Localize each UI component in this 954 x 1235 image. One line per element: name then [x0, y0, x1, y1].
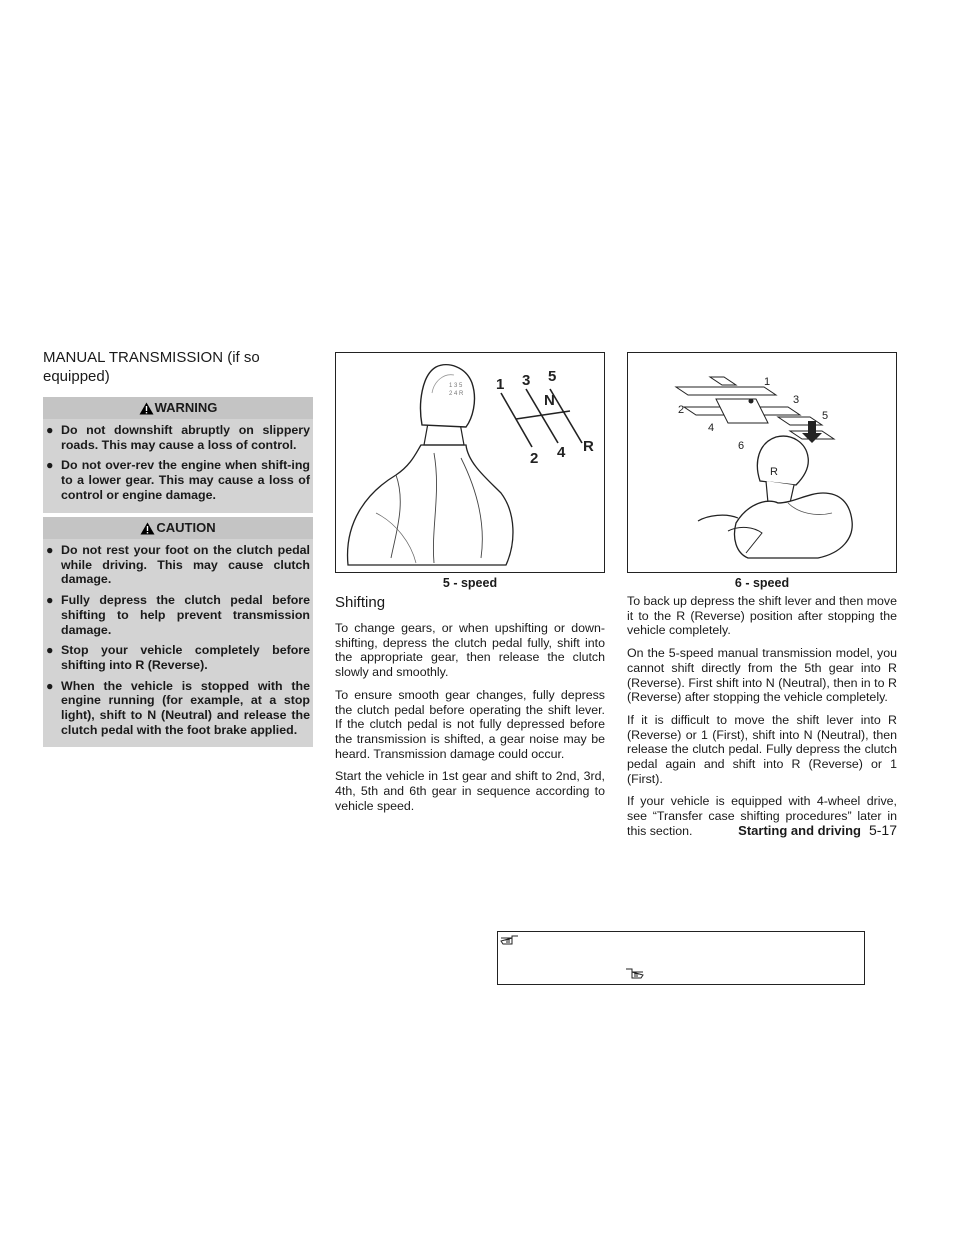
warning-list: [43, 419, 310, 503]
page-number: 5-17: [868, 822, 897, 838]
paragraph: To back up depress the shift lever and then move it to the R (Reverse) position after stopping the vehicle completely.: [627, 594, 897, 638]
bullet-icon: ●: [46, 643, 54, 658]
five-speed-shifter-illustration: [336, 353, 604, 572]
navigation-box: [497, 931, 865, 985]
five-speed-figure: [335, 352, 605, 573]
pointing-hand-icon[interactable]: [500, 934, 520, 946]
warning-label: WARNING: [154, 400, 218, 415]
five-speed-caption: 5 - speed: [442, 576, 498, 590]
list-item: [43, 458, 310, 502]
gear-label-r: R: [583, 438, 594, 455]
bullet-icon: ●: [46, 678, 54, 693]
warning-header: [43, 397, 313, 419]
gear-label-2: 2: [678, 404, 685, 416]
warning-item-text: Do not over-rev the engine when shift-ing to a lower gear. This may cause a loss of control or engine damage.: [61, 458, 310, 502]
paragraph: If your vehicle is equipped with 4-wheel drive, see “Transfer case shifting procedures” later in this section.: [627, 794, 897, 838]
list-item: [43, 643, 310, 672]
paragraph: On the 5-speed manual transmission model, you cannot shift directly from the 5th gear into R (Reverse). First shift into N (Neutral), then in to R (Reverse) after stopping the vehicle completely.: [627, 646, 897, 705]
gear-label-n: N: [544, 392, 555, 409]
caution-item-text: Do not rest your foot on the clutch pedal while driving. This may cause clutch damage.: [61, 543, 310, 587]
caution-item-text: Stop your vehicle completely before shifting into R (Reverse).: [61, 643, 310, 672]
shifting-heading: Shifting: [335, 594, 386, 611]
footer-section-title: Starting and driving: [738, 823, 861, 838]
paragraph: If it is difficult to move the shift lever into R (Reverse) or 1 (First), shift into N (Neutral), then release the clutch pedal. Fully depress the clutch pedal again and shift into R (Reverse) or 1 (First).: [627, 712, 897, 786]
reverse-instructions: [627, 594, 897, 847]
bullet-icon: ●: [46, 543, 54, 557]
gear-label-2: 2: [530, 450, 539, 467]
warning-triangle-icon: [140, 522, 155, 535]
gear-label-1: 1: [496, 376, 505, 393]
list-item: [43, 593, 310, 637]
warning-box: [43, 397, 313, 513]
gear-label-4: 4: [557, 444, 566, 461]
gear-label-4: 4: [708, 422, 715, 434]
page-footer: [627, 822, 897, 838]
shifting-body: [335, 621, 605, 821]
caution-list: [43, 539, 310, 737]
paragraph: Start the vehicle in 1st gear and shift to 2nd, 3rd, 4th, 5th and 6th gear in sequence according to vehicle speed.: [335, 769, 605, 813]
list-item: [43, 423, 310, 452]
bullet-icon: ●: [46, 593, 54, 608]
gear-label-6: 6: [738, 440, 745, 452]
caution-item-text: Fully depress the clutch pedal before shifting to help prevent transmission damage.: [61, 593, 310, 637]
warning-item-text: Do not downshift abruptly on slippery roads. This may cause a loss of control.: [61, 423, 310, 452]
section-title: MANUAL TRANSMISSION (if so equipped): [43, 349, 260, 385]
list-item: [43, 543, 310, 587]
list-item: [43, 679, 310, 738]
caution-header: [43, 517, 313, 539]
bullet-icon: ●: [46, 423, 54, 437]
gear-label-3: 3: [793, 394, 800, 406]
six-speed-caption: 6 - speed: [734, 576, 790, 590]
paragraph: To ensure smooth gear changes, fully depress the clutch pedal before operating the shift lever. If the clutch pedal is not fully depressed before the transmission is shifted, a gear noise may be heard. Transmission damage could occur.: [335, 687, 605, 761]
pointing-hand-left-icon[interactable]: [624, 967, 644, 979]
caution-label: CAUTION: [156, 520, 216, 535]
gear-label-5: 5: [548, 368, 557, 385]
gear-label-5: 5: [822, 410, 829, 422]
caution-item-text: When the vehicle is stopped with the engine running (for example, at a stop light), shift to N (Neutral) and release the clutch pedal with the foot brake applied.: [61, 678, 310, 737]
caution-box: [43, 517, 313, 747]
svg-text:1 3 5: 1 3 5: [449, 383, 463, 389]
gear-label-r: R: [770, 466, 778, 478]
gear-label-3: 3: [522, 372, 531, 389]
warning-triangle-icon: [139, 402, 154, 415]
paragraph: To change gears, or when upshifting or down-shifting, depress the clutch pedal fully, shift into the appropriate gear, then release the clutch slowly and smoothly.: [335, 621, 605, 680]
bullet-icon: ●: [46, 458, 54, 473]
six-speed-figure: [627, 352, 897, 573]
gear-label-1: 1: [764, 376, 771, 388]
six-speed-shifter-illustration: [628, 353, 896, 572]
svg-text:2 4 R: 2 4 R: [449, 391, 464, 397]
